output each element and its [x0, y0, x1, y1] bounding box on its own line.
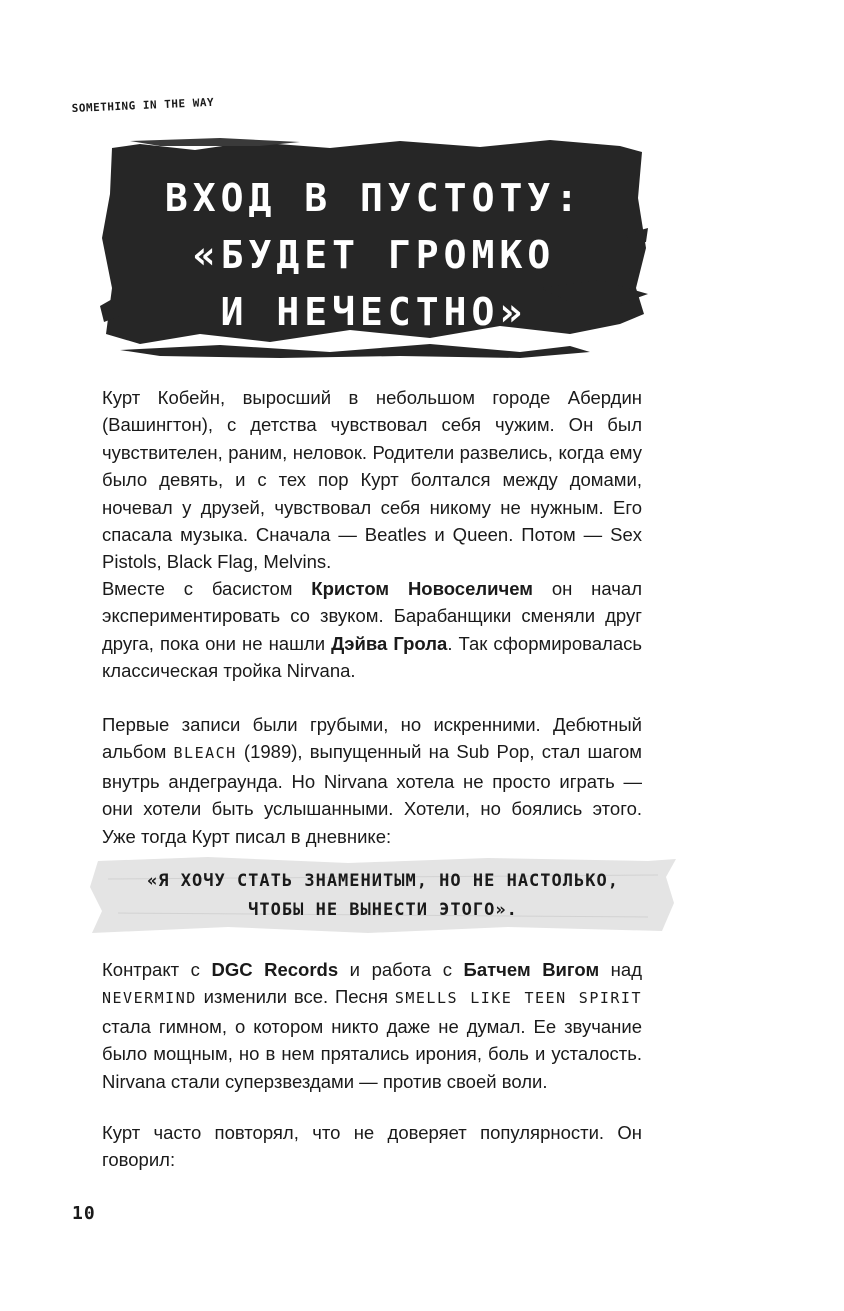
bold-name-krist: Кристом Новоселичем: [311, 578, 533, 599]
bold-name-dave: Дэйва Грола: [331, 632, 448, 654]
chapter-title-line-3: И НЕЧЕСТНО»: [220, 290, 528, 334]
page-number: 10: [72, 1203, 96, 1224]
bold-label-dgc: DGC Records: [211, 959, 339, 980]
paragraph-2: Вместе с басистом Кристом Новоселичем он начал экспериментировать со звуком. Барабанщики сменяли друг друга, пока они не нашли Дэйва Грола. Так сформировалась классическая тройка Nirvana.: [102, 578, 642, 682]
album-bleach: BLEACH: [173, 744, 237, 763]
chapter-title-line-2: «БУДЕТ ГРОМКО: [192, 233, 556, 277]
pull-quote: [88, 855, 678, 935]
song-title: SMELLS LIKE TEEN SPIRIT: [394, 989, 642, 1008]
paragraph-1: Курт Кобейн, выросший в небольшом городе Абердин (Вашингтон), с детства чувствовал себя чужим. Он был чувствителен, раним, неловок. Родители развелись, когда ему было девять, и с тех пор Курт болтался между домами, ночевал у друзей, чувствовал себя никому не нужным. Его спасала музыка. Сначала — Beatles и Queen. Потом — Sex Pistols, Black Flag, Melvins.: [102, 387, 642, 573]
chapter-title: [100, 170, 648, 341]
chapter-title-block: [100, 138, 648, 360]
album-nevermind: NEVERMIND: [102, 989, 197, 1008]
pull-quote-text: [88, 867, 678, 925]
running-head: SOMETHING IN THE WAY: [71, 95, 215, 115]
pull-quote-line-1: «Я ХОЧУ СТАТЬ ЗНАМЕНИТЫМ, НО НЕ НАСТОЛЬКО,: [147, 871, 619, 891]
paragraph-3: Первые записи были грубыми, но искренними. Дебютный альбом BLEACH (1989), выпущенный на Sub Pop, стал шагом внутрь андеграунда. Но Nirvana хотела не просто играть — они хотели быть услышанными. Хотели, но боялись этого. Уже тогда Курт писал в дневнике:: [102, 714, 642, 847]
paragraph-4: Контракт с DGC Records и работа с Батчем Вигом над NEVERMIND изменили все. Песня SMELLS LIKE TEEN SPIRIT стала гимном, о котором никто даже не думал. Ее звучание было мощным, но в нем прятались ирония, боль и усталость. Nirvana стали суперзвездами — против своей воли.: [102, 959, 642, 1092]
chapter-title-line-1: ВХОД В ПУСТОТУ:: [164, 176, 584, 220]
pull-quote-line-2: ЧТОБЫ НЕ ВЫНЕСТИ ЭТОГО».: [248, 900, 518, 920]
paragraph-5: Курт часто повторял, что не доверяет популярности. Он говорил:: [102, 1122, 642, 1171]
bold-name-butch: Батчем Вигом: [463, 959, 600, 980]
